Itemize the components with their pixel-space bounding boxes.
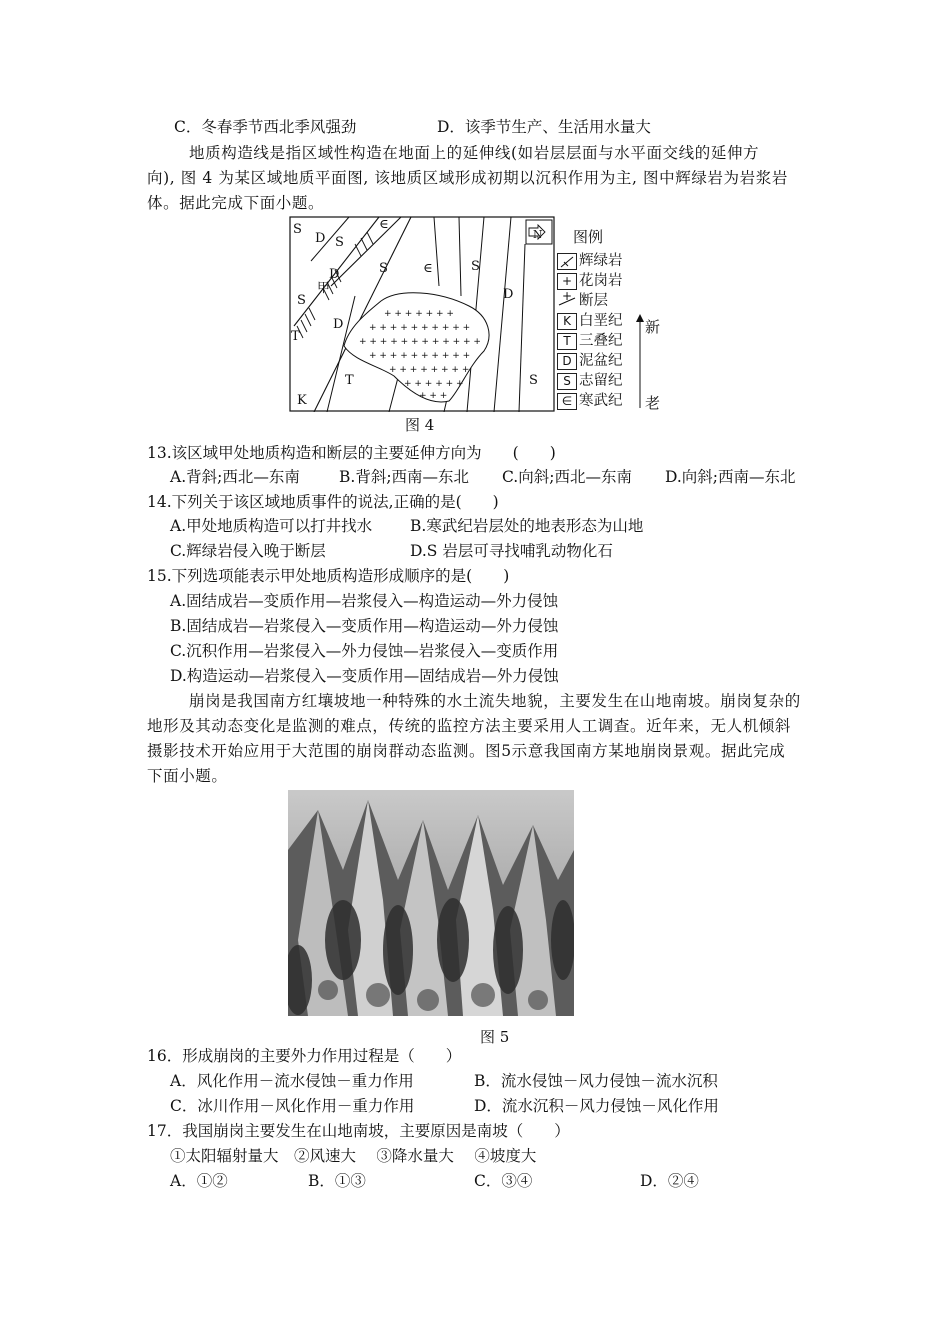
label-s6: S (529, 373, 538, 388)
label-d2: D (329, 267, 340, 282)
q14-option-d: D.S 岩层可寻找哺乳动物化石 (410, 542, 613, 560)
legend-item-cretaceous: K 白垩纪 (557, 312, 677, 330)
granite-symbol: + + (557, 273, 577, 290)
label-e1: ∈ (379, 217, 389, 232)
age-old-label: 老 (645, 394, 661, 412)
legend-item-fault: 断层 (557, 292, 677, 310)
q16-option-b: B．流水侵蚀－风力侵蚀－流水沉积 (474, 1072, 718, 1090)
legend-item-granite: + + 花岗岩 (557, 272, 677, 290)
intro2-line2: 地形及其动态变化是监测的难点，传统的监控方法主要采用人工调查。近年来，无人机倾斜 (147, 717, 792, 735)
q15-option-d: D.构造运动—岩浆侵入—变质作用—固结成岩—外力侵蚀 (170, 667, 559, 685)
age-arrow (635, 314, 645, 410)
q15-option-a: A.固结成岩—变质作用—岩浆侵入—构造运动—外力侵蚀 (170, 592, 559, 610)
svg-text:+ + +: + + + (419, 391, 448, 401)
label-t1: T (291, 329, 300, 344)
intro2-line3: 摄影技术开始应用于大范围的崩岗群动态监测。图5示意我国南方某地崩岗景观。据此完成 (147, 742, 786, 760)
q13-option-b: B.背斜;西南—东北 (339, 468, 470, 486)
q17-stem: 17．我国崩岗主要发生在山地南坡，主要原因是南坡（ ） (147, 1122, 570, 1140)
label-s4: S (471, 259, 480, 274)
figure5-caption: 图 5 (480, 1028, 510, 1046)
q17-choices: ①太阳辐射量大 ②风速大 ③降水量大 ④坡度大 (170, 1147, 537, 1165)
svg-text:+ + + + + + + + + +: + + + + + + + + + + (369, 351, 471, 361)
legend-item-cambrian: ∈ 寒武纪 (557, 392, 677, 410)
label-d3: D (333, 317, 344, 332)
legend-item-silurian: S 志留纪 (557, 372, 677, 390)
map-legend (557, 222, 677, 414)
label-t2: T (345, 373, 354, 388)
intro2-line4: 下面小题。 (147, 767, 228, 785)
legend-item-diabase: 辉绿岩 (557, 252, 677, 270)
legend-title: 图例 (573, 228, 604, 246)
label-s2: S (335, 235, 344, 250)
label-d1: D (315, 231, 326, 246)
q16-option-a: A．风化作用－流水侵蚀－重力作用 (170, 1072, 414, 1090)
q14-option-a: A.甲处地质构造可以打井找水 (170, 517, 373, 535)
q14-stem: 14.下列关于该区域地质事件的说法,正确的是( ) (147, 493, 499, 511)
q13-stem: 13.该区域甲处地质构造和断层的主要延伸方向为 ( ) (147, 444, 556, 462)
legend-item-devonian: D 泥盆纪 (557, 352, 677, 370)
svg-text:+ + + + + + + + + +: + + + + + + + + + + (369, 323, 471, 333)
landscape-photo (288, 790, 574, 1016)
fault-symbol (557, 293, 577, 309)
q17-option-a: A．①② (170, 1172, 228, 1190)
svg-text:+ + + + + +: + + + + + + (404, 379, 464, 389)
q13-option-d: D.向斜;西南—东北 (665, 468, 796, 486)
q16-option-c: C．冰川作用－风化作用－重力作用 (170, 1097, 415, 1115)
label-e2: ∈ (423, 261, 433, 276)
intro1-line1: 地质构造线是指区域性构造在地面上的延伸线(如岩层层面与水平面交线的延伸方 (189, 144, 760, 162)
label-s3: S (379, 261, 388, 276)
svg-text:+ + + + + + + + + + + +: + + + + + + + + + + + + (359, 337, 481, 347)
legend-item-triassic: T 三叠纪 (557, 332, 677, 350)
q16-stem: 16．形成崩岗的主要外力作用过程是（ ） (147, 1047, 462, 1065)
q17-option-b: B．①③ (308, 1172, 366, 1190)
north-label: N (533, 228, 543, 241)
svg-text:+ + + + + + +: + + + + + + + (384, 309, 454, 319)
q15-option-c: C.沉积作用—岩浆侵入—外力侵蚀—岩浆侵入—变质作用 (170, 642, 559, 660)
label-k: K (297, 393, 307, 408)
intro1-line2: 向), 图 4 为某区域地质平面图, 该地质区域形成初期以沉积作用为主, 图中辉绿岩为岩浆岩 (147, 169, 788, 187)
label-s1: S (293, 222, 302, 237)
q15-stem: 15.下列选项能表示甲处地质构造形成顺序的是( ) (147, 567, 510, 585)
diabase-symbol (557, 253, 577, 270)
figure4-caption: 图 4 (405, 416, 435, 434)
q14-option-c: C.辉绿岩侵入晚于断层 (170, 542, 326, 560)
q13-option-a: A.背斜;西北—东南 (170, 468, 300, 486)
q15-option-b: B.固结成岩—岩浆侵入—变质作用—构造运动—外力侵蚀 (170, 617, 559, 635)
option-c-prev: C．冬春季节西北季风强劲 (174, 118, 357, 136)
label-jia: 甲 (317, 281, 331, 296)
q16-option-d: D．流水沉积－风力侵蚀－风化作用 (474, 1097, 719, 1115)
label-d4: D (503, 287, 514, 302)
q14-option-b: B.寒武纪岩层处的地表形态为山地 (410, 517, 644, 535)
q13-option-c: C.向斜;西北—东南 (502, 468, 632, 486)
geologic-map-figure (289, 216, 555, 412)
option-d-prev: D．该季节生产、生活用水量大 (437, 118, 651, 136)
label-s5: S (297, 293, 306, 308)
intro1-line3: 体。据此完成下面小题。 (147, 194, 325, 212)
q17-option-d: D．②④ (640, 1172, 699, 1190)
age-new-label: 新 (645, 318, 661, 336)
intro2-line1: 崩岗是我国南方红壤坡地一种特殊的水土流失地貌，主要发生在山地南坡。崩岗复杂的 (189, 692, 801, 710)
q17-option-c: C．③④ (474, 1172, 533, 1190)
svg-text:+ + + + + + + +: + + + + + + + + (389, 365, 470, 375)
